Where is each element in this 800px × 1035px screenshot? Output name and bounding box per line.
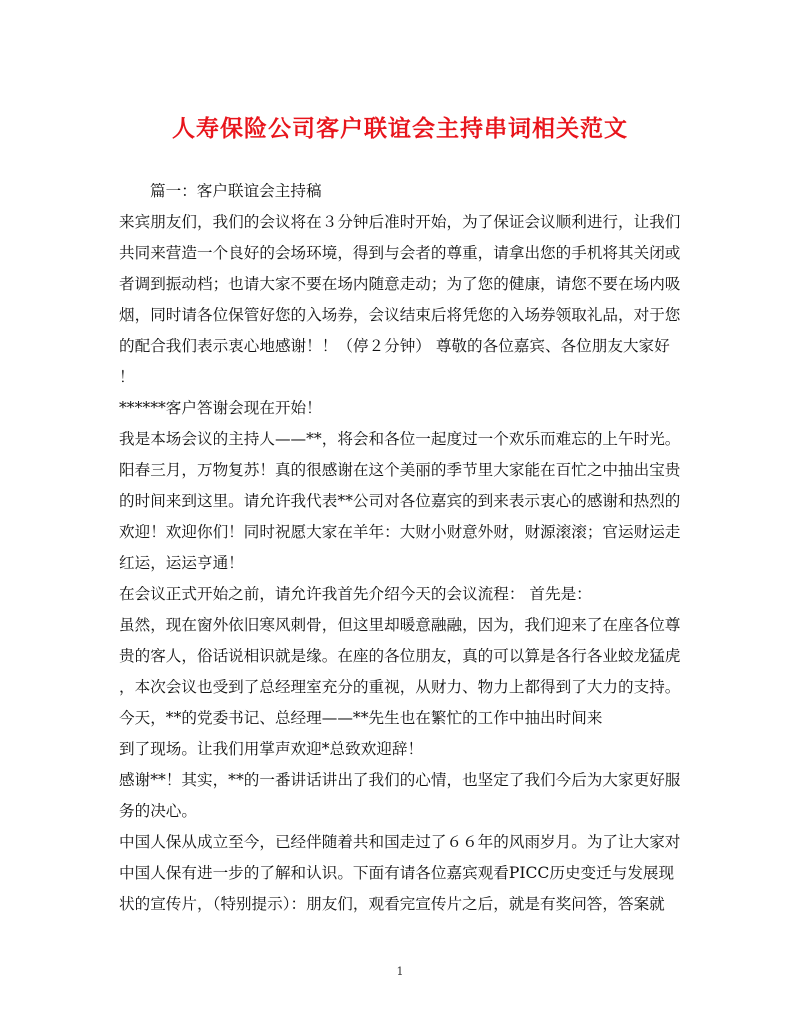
text-line: 贵的客人，俗话说相识就是缘。在座的各位朋友，真的可以算是各行各业蛟龙猛虎	[119, 647, 681, 665]
text-line: ******客户答谢会现在开始！	[119, 399, 322, 417]
text-line: 虽然，现在窗外依旧寒风刺骨，但这里却暖意融融，因为，我们迎来了在座各位尊	[119, 616, 681, 634]
text-line: 到了现场。让我们用掌声欢迎*总致欢迎辞！	[119, 740, 424, 758]
text-line: 烟，同时请各位保管好您的入场券，会议结束后将凭您的入场券领取礼品，对于您	[119, 306, 681, 324]
document-body	[119, 176, 685, 920]
text-line: 共同来营造一个良好的会场环境，得到与会者的尊重，请拿出您的手机将其关闭或	[119, 244, 681, 262]
text-line: 的配合我们表示衷心地感谢！！（停２分钟） 尊敬的各位嘉宾、各位朋友大家好	[119, 337, 670, 355]
document-title: 人寿保险公司客户联谊会主持串词相关范文	[172, 115, 628, 142]
text-line: 的时间来到这里。请允许我代表**公司对各位嘉宾的到来表示衷心的感谢和热烈的	[119, 492, 681, 510]
text-line: 欢迎！欢迎你们！同时祝愿大家在羊年：大财小财意外财，财源滚滚；官运财运走	[119, 523, 681, 541]
text-line: 中国人保从成立至今，已经伴随着共和国走过了６６年的风雨岁月。为了让大家对	[119, 833, 681, 851]
text-line: 今天，**的党委书记、总经理——**先生也在繁忙的工作中抽出时间来	[119, 709, 603, 727]
text-line: 阳春三月，万物复苏！真的很感谢在这个美丽的季节里大家能在百忙之中抽出宝贵	[119, 461, 681, 479]
text-line: ！	[119, 368, 135, 386]
text-line: 感谢**！其实，**的一番讲话讲出了我们的心情，也坚定了我们今后为大家更好服	[119, 771, 681, 789]
text-line: 者调到振动档；也请大家不要在场内随意走动；为了您的健康，请您不要在场内吸	[119, 275, 681, 293]
section-heading: 篇一：客户联谊会主持稿	[150, 182, 322, 200]
text-line: ，本次会议也受到了总经理室充分的重视，从财力、物力上都得到了大力的支持。	[119, 678, 681, 696]
text-line: 来宾朋友们，我们的会议将在３分钟后准时开始，为了保证会议顺利进行，让我们	[119, 213, 681, 231]
text-line: 状的宣传片，（特别提示）：朋友们，观看完宣传片之后，就是有奖问答，答案就	[119, 895, 665, 913]
text-line: 中国人保有进一步的了解和认识。下面有请各位嘉宾观看PICC历史变迁与发展现	[119, 864, 675, 882]
text-line: 在会议正式开始之前，请允许我首先介绍今天的会议流程： 首先是：	[119, 585, 592, 603]
text-line: 红运，运运亨通！	[119, 554, 244, 572]
page-number: 1	[396, 965, 404, 978]
text-line: 我是本场会议的主持人——**，将会和各位一起度过一个欢乐而难忘的上午时光。	[119, 430, 681, 448]
text-line: 务的决心。	[119, 802, 197, 820]
